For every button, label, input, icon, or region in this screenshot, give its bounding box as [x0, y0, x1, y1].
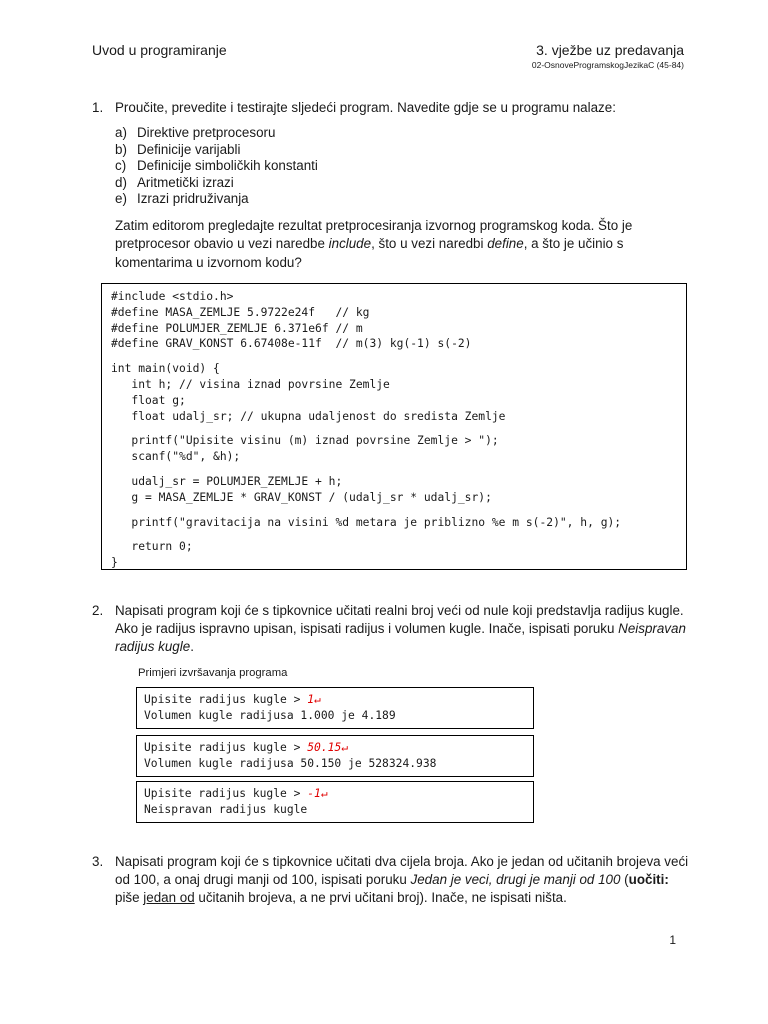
code-line: int h; // visina iznad povrsine Zemlje — [111, 377, 390, 391]
list-item: a) Direktive pretprocesoru — [115, 125, 276, 140]
task-intro: Proučite, prevedite i testirajte sljedeći program. Navedite gdje se u programu nalaze: — [115, 100, 616, 115]
code-line: printf("gravitacija na visini %d metara je priblizno %e m s(-2)", h, g); — [111, 515, 622, 529]
code-line: #include <stdio.h> — [111, 290, 234, 303]
header-course-title: Uvod u programiranje — [92, 42, 227, 58]
header-lecture-reference: 02-OsnoveProgramskogJezikaC (45-84) — [531, 60, 684, 70]
example-run-3: Upisite radijus kugle > -1↵ Neispravan radijus kugle — [136, 781, 534, 823]
page-number: 1 — [669, 933, 676, 947]
task-1 — [92, 99, 692, 272]
header-exercise-title: 3. vježbe uz predavanja — [536, 42, 684, 58]
examples-label: Primjeri izvršavanja programa — [138, 667, 288, 679]
code-line: scanf("%d", &h); — [111, 450, 241, 464]
task-number: 2. — [92, 603, 104, 618]
list-item: b) Definicije varijabli — [115, 141, 241, 157]
code-listing — [101, 283, 687, 570]
task-number: 3. — [92, 854, 104, 869]
example-run-1: Upisite radijus kugle > 1↵ Volumen kugle radijusa 1.000 je 4.189 — [136, 687, 534, 729]
code-line: #define MASA_ZEMLJE 5.9722e24f // kg — [111, 305, 370, 319]
code-line: #define POLUMJER_ZEMLJE 6.371e6f // m — [111, 321, 363, 335]
code-line: float udalj_sr; // ukupna udaljenost do sredista Zemlje — [111, 409, 506, 423]
list-item: c) Definicije simboličkih konstanti — [115, 158, 318, 173]
task-2 — [92, 602, 692, 656]
code-line: udalj_sr = POLUMJER_ZEMLJE + h; — [111, 474, 343, 488]
user-input: 1↵ — [307, 693, 321, 706]
code-line: printf("Upisite visinu (m) iznad povrsine Zemlje > "); — [111, 434, 499, 448]
task-text: Napisati program koji će s tipkovnice učitati realni broj veći od nule koji predstavlja radijus kugle. Ako je radijus ispravno upisan, ispisati radijus i volumen kugle. Inače, ispisati poruku Neispravan radijus kugle. — [115, 603, 686, 654]
code-line: #define GRAV_KONST 6.67408e-11f // m(3) kg(-1) s(-2) — [111, 337, 472, 351]
code-line: float g; — [111, 393, 186, 407]
list-item: d) Aritmetički izrazi — [115, 174, 234, 190]
code-line: return 0; — [111, 540, 193, 554]
code-line: } — [111, 556, 118, 570]
example-run-2: Upisite radijus kugle > 50.15↵ Volumen kugle radijusa 50.150 je 528324.938 — [136, 735, 534, 777]
task-sublist — [115, 125, 692, 208]
task-3 — [92, 853, 692, 907]
user-input: -1↵ — [307, 787, 328, 800]
user-input: 50.15↵ — [307, 741, 349, 754]
task-text: Napisati program koji će s tipkovnice učitati dva cijela broja. Ako je jedan od učitanih brojeva veći od 100, a onaj drugi manji od 100, ispisati poruku Jedan je veci, drugi je manji od 100 (uočiti: piše jedan od učitanih brojeva, a ne prvi učitani broj). Inače, ne ispisati ništa. — [115, 854, 689, 905]
task-number: 1. — [92, 100, 104, 115]
code-line: g = MASA_ZEMLJE * GRAV_KONST / (udalj_sr * udalj_sr); — [111, 490, 492, 504]
task-followup-paragraph: Zatim editorom pregledajte rezultat pretprocesiranja izvornog programskog koda. Što je pretprocesor obavio u vezi naredbe include, što u vezi naredbi define, a što je učinio s komentarima u izvornom kodu? — [115, 217, 633, 270]
list-item: e) Izrazi pridruživanja — [115, 191, 249, 206]
code-line: int main(void) { — [111, 362, 220, 376]
